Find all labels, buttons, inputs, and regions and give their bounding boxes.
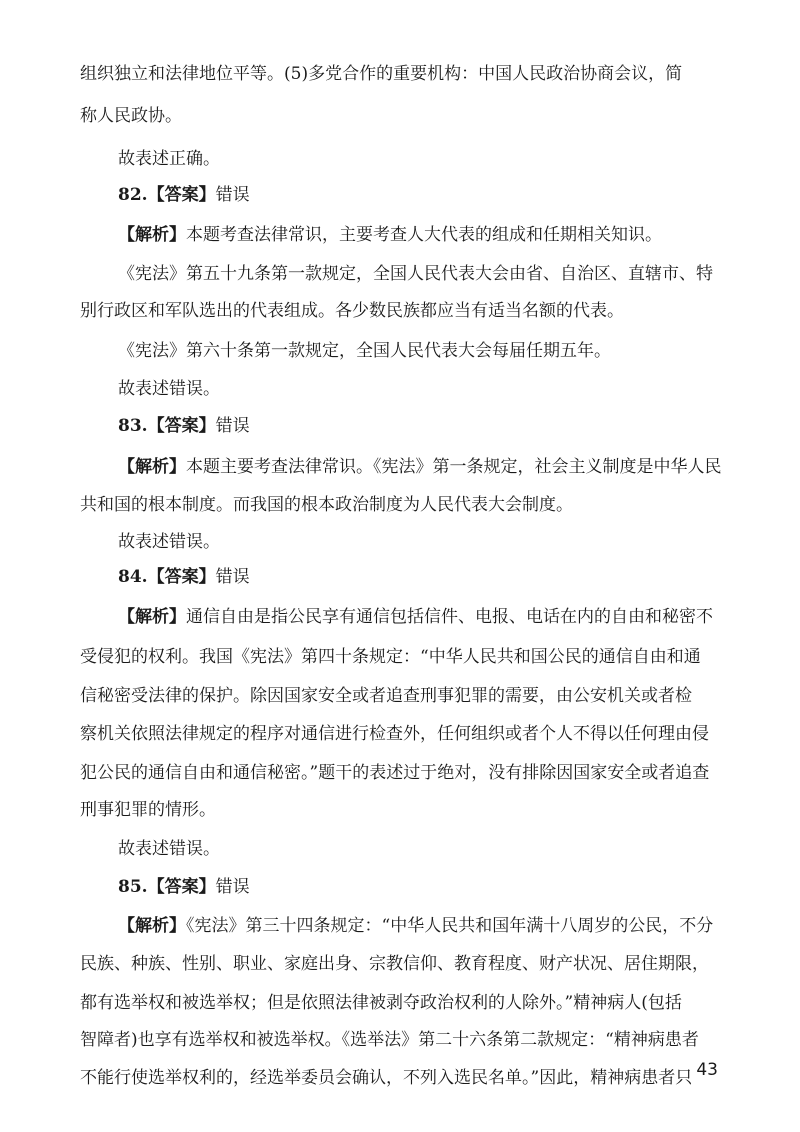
text-line: 刑事犯罪的情形。: [80, 800, 216, 820]
text-line: 故表述错误。: [118, 839, 220, 859]
answer-heading-82: 82.【答案】错误: [118, 185, 250, 205]
text-line: 称人民政协。: [80, 106, 182, 126]
section-marker: 【解析】: [118, 607, 186, 627]
text-line: 《宪法》第六十条第一款规定，全国人民代表大会每届任期五年。: [118, 341, 611, 361]
text-line: 都有选举权和被选举权；但是依照法律被剥夺政治权利的人除外。”精神病人(包括: [80, 993, 682, 1013]
page-number: 43: [696, 1060, 718, 1080]
text-line: 故表述错误。: [118, 532, 220, 552]
answer-heading-84: 84.【答案】错误: [118, 567, 250, 587]
section-marker: 【解析】: [118, 225, 186, 245]
analysis-line: 【解析】通信自由是指公民享有通信包括信件、电报、电话在内的自由和秘密不: [118, 607, 713, 627]
section-marker: 82.【答案】: [118, 185, 216, 205]
text-line: 不能行使选举权利的，经选举委员会确认，不列入选民名单。”因此，精神病患者只: [80, 1068, 693, 1088]
text-line: 民族、种族、性别、职业、家庭出身、宗教信仰、教育程度、财产状况、居住期限，: [80, 954, 709, 974]
text-line: 共和国的根本制度。而我国的根本政治制度为人民代表大会制度。: [80, 495, 573, 515]
text-line: 别行政区和军队选出的代表组成。各少数民族都应当有适当名额的代表。: [80, 301, 624, 321]
analysis-line: 【解析】本题考查法律常识，主要考查人大代表的组成和任期相关知识。: [118, 225, 662, 245]
answer-heading-83: 83.【答案】错误: [118, 416, 250, 436]
answer-heading-85: 85.【答案】错误: [118, 877, 250, 897]
text-line: 察机关依照法律规定的程序对通信进行检查外，任何组织或者个人不得以任何理由侵: [80, 724, 709, 744]
section-marker: 85.【答案】: [118, 877, 216, 897]
text-line: 犯公民的通信自由和通信秘密。”题干的表述过于绝对，没有排除因国家安全或者追查: [80, 763, 710, 783]
text-line: 受侵犯的权利。我国《宪法》第四十条规定：“中华人民共和国公民的通信自由和通: [80, 647, 701, 667]
text-line: 《宪法》第五十九条第一款规定，全国人民代表大会由省、自治区、直辖市、特: [118, 264, 713, 284]
analysis-line: 【解析】《宪法》第三十四条规定：“中华人民共和国年满十八周岁的公民，不分: [118, 916, 714, 936]
text-line: 信秘密受法律的保护。除因国家安全或者追查刑事犯罪的需要，由公安机关或者检: [80, 686, 692, 706]
text-line: 故表述正确。: [118, 149, 220, 169]
text-line: 故表述错误。: [118, 379, 220, 399]
section-marker: 【解析】: [118, 916, 186, 936]
section-marker: 83.【答案】: [118, 416, 216, 436]
section-marker: 84.【答案】: [118, 567, 216, 587]
text-line: 组织独立和法律地位平等。(5)多党合作的重要机构：中国人民政治协商会议，简: [80, 64, 683, 84]
section-marker: 【解析】: [118, 457, 186, 477]
text-line: 智障者)也享有选举权和被选举权。《选举法》第二十六条第二款规定：“精神病患者: [80, 1030, 699, 1050]
analysis-line: 【解析】本题主要考查法律常识。《宪法》第一条规定，社会主义制度是中华人民: [118, 457, 722, 477]
